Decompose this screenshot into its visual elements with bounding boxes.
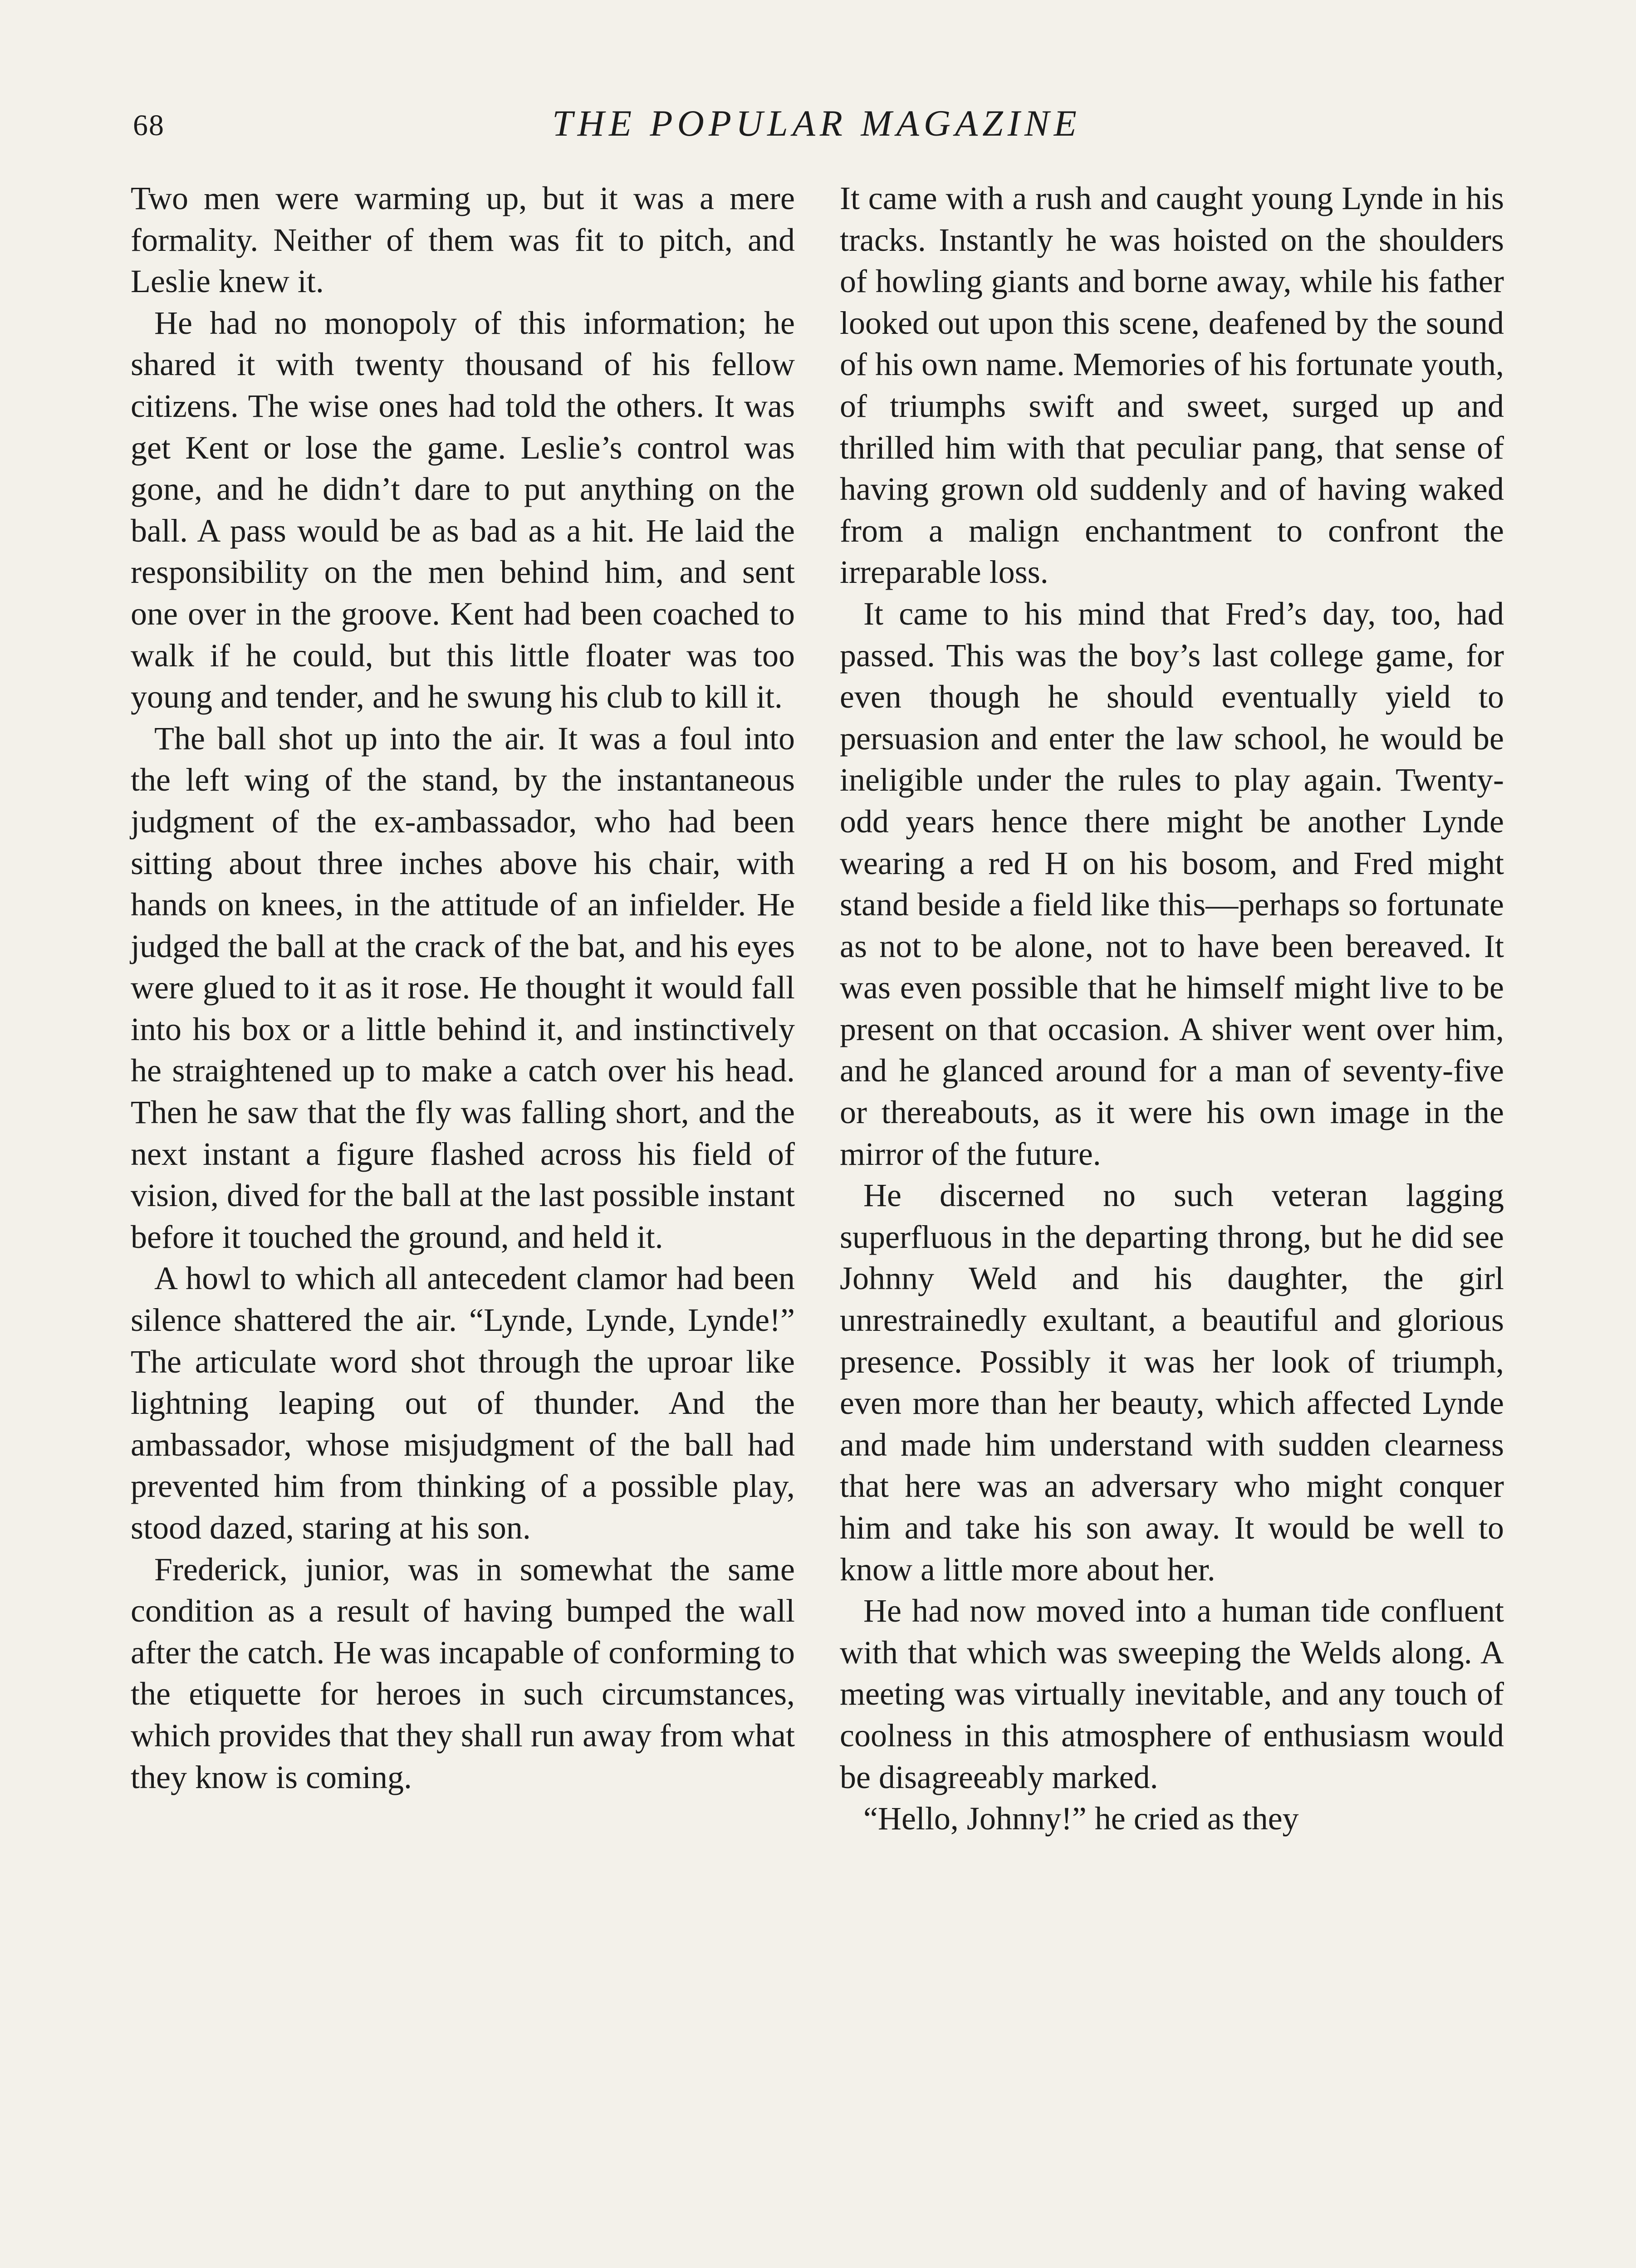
- paragraph: He had no monopoly of this information; he shared it with twenty thousand of his fellow citizens. The wise ones had told the others. It was get Kent or lose the game. Leslie’s control was gone, and he didn’t dare to put anything on the ball. A pass would be as bad as a hit. He laid the responsibility on the men behind him, and sent one over in the groove. Kent had been coached to walk if he could, but this little floater was too young and tender, and he swung his club to kill it.: [131, 304, 795, 715]
- paragraph: “Hello, Johnny!” he cried as they: [863, 1800, 1299, 1837]
- paragraph: A howl to which all antecedent clamor had been silence shattered the air. “Lynde, Lynde, Lynde!” The articulate word shot through the uproar like lightning leaping out of thunder. And the ambassador, whose misjudgment of the ball had prevented him from thinking of a possible play, stood dazed, staring at his son.: [131, 1260, 795, 1546]
- paragraph: It came to his mind that Fred’s day, too, had passed. This was the boy’s last college game, for even though he should eventually yield to persuasion and enter the law school, he would be ineligible under the rules to play again. Twenty-odd years hence there might be another Lynde wearing a red H on his bosom, and Fred might stand beside a field like this—perhaps so fortunate as not to be alone, not to have been bereaved. It was even possible that he himself might live to be present on that occasion. A shiver went over him, and he glanced around for a man of seventy-five or thereabouts, as it were his own image in the mirror of the future.: [840, 595, 1504, 1172]
- left-column: [131, 178, 795, 1798]
- paragraph: Two men were warming up, but it was a mere formality. Neither of them was fit to pitch, and Leslie knew it.: [131, 180, 795, 300]
- paragraph: He had now moved into a human tide confluent with that which was sweeping the Welds along. A meeting was virtually inevitable, and any touch of coolness in this atmosphere of enthusiasm would be disagreeably marked.: [840, 1593, 1504, 1795]
- paragraph: He discerned no such veteran lagging superfluous in the departing throng, but he did see Johnny Weld and his daughter, the girl unrestrainedly exultant, a beautiful and glorious presence. Possibly it was her look of triumph, even more than her beauty, which affected Lynde and made him understand with sudden clearness that here was an adversary who might conquer him and take his son away. It would be well to know a little more about her.: [840, 1177, 1504, 1588]
- paragraph: Frederick, junior, was in somewhat the same condition as a result of having bumped the wall after the catch. He was incapable of conforming to the etiquette for heroes in such circumstances, which provides that they shall run away from what they know is coming.: [131, 1551, 795, 1795]
- paragraph: The ball shot up into the air. It was a foul into the left wing of the stand, by the instantaneous judgment of the ex-ambassador, who had been sitting about three inches above his chair, with hands on knees, in the attitude of an infielder. He judged the ball at the crack of the bat, and his eyes were glued to it as it rose. He thought it would fall into his box or a little behind it, and instinctively he straightened up to make a catch over his head. Then he saw that the fly was falling short, and the next instant a figure flashed across his field of vision, dived for the ball at the last possible instant before it touched the ground, and held it.: [131, 720, 795, 1255]
- right-column: [840, 178, 1504, 1840]
- paragraph: It came with a rush and caught young Lynde in his tracks. Instantly he was hoisted on the shoulders of howling giants and borne away, while his father looked out upon this scene, deafened by the sound of his own name. Memories of his fortunate youth, of triumphs swift and sweet, surged up and thrilled him with that peculiar pang, that sense of having grown old suddenly and of having waked from a malign enchantment to confront the irreparable loss.: [840, 180, 1504, 591]
- page-number: 68: [133, 109, 165, 142]
- running-header: THE POPULAR MAGAZINE: [552, 103, 1081, 144]
